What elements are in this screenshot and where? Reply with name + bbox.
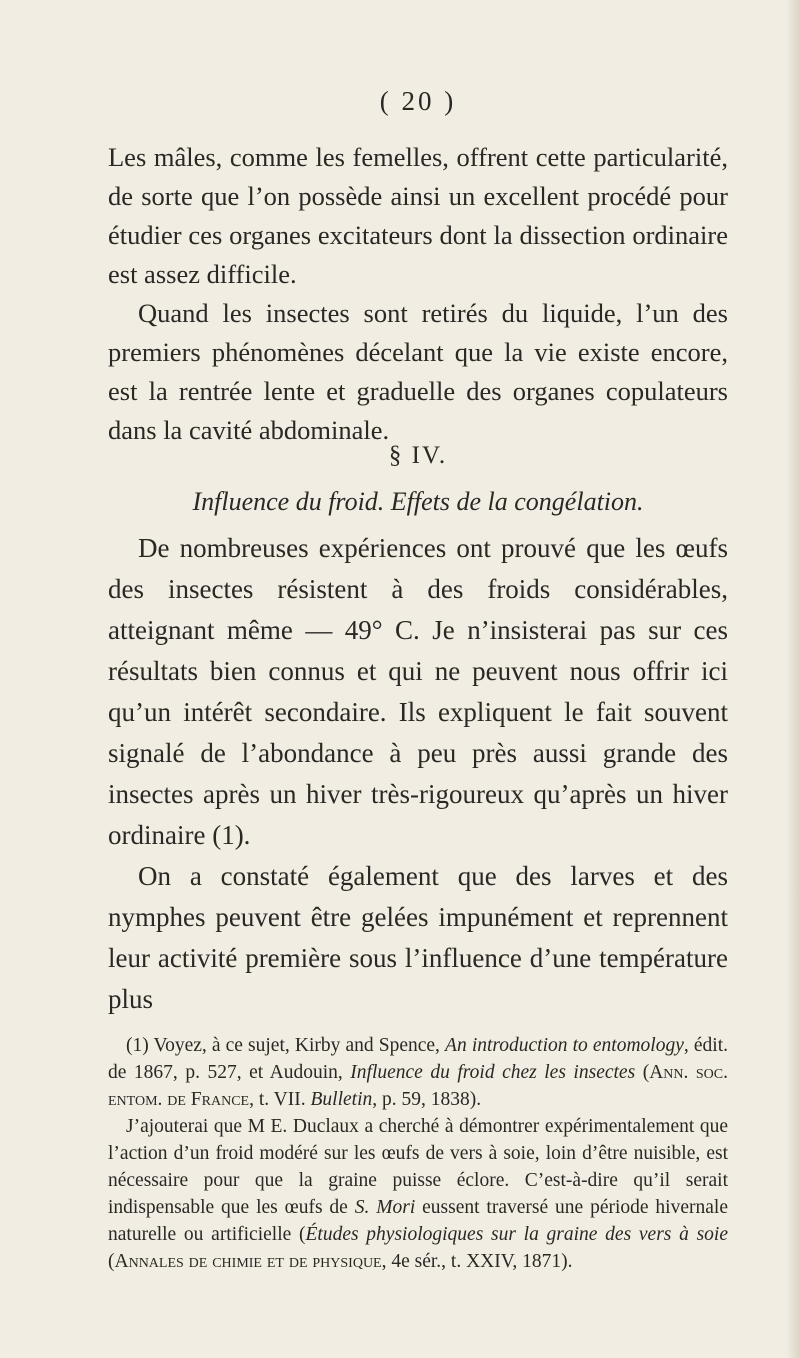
- page-edge-shadow: [786, 0, 800, 1358]
- footnote-text: , p. 59, 1838).: [372, 1089, 482, 1110]
- footnote-text: (: [635, 1062, 650, 1083]
- paragraph-4: On a constaté également que des larves et des nymphes peuvent être gelées impunément et reprennent leur activité première sous l’influence d’une température plus: [108, 861, 728, 1014]
- footnote-text: (: [108, 1251, 115, 1272]
- footnote-smallcaps: Annales de chimie et de physique: [114, 1251, 382, 1272]
- paragraph-1: Les mâles, comme les femelles, offrent cette particularité, de sorte que l’on possède ainsi un excellent procédé pour étudier ces organes excitateurs dont la dissection ordinaire est assez difficile.: [108, 142, 728, 289]
- section-number: § IV.: [388, 442, 448, 469]
- footnote-1: [108, 1032, 728, 1113]
- footnote-italic: Études physiologiques sur la graine des vers à soie: [305, 1224, 728, 1245]
- footnote-italic: An introduction to entomology: [445, 1035, 684, 1056]
- paragraph-2: Quand les insectes sont retirés du liquide, l’un des premiers phénomènes décelant que la vie existe encore, est la rentrée lente et graduelle des organes copulateurs dans la cavité abdominale.: [108, 298, 728, 445]
- footnotes: [108, 1032, 728, 1275]
- section-title: Influence du froid. Effets de la congélation.: [192, 487, 644, 516]
- footnote-text: eussent traversé une période hivernale naturelle ou artificielle (: [108, 1197, 728, 1245]
- footnote-text: , 4e sér., t. XXIV, 1871).: [381, 1251, 573, 1272]
- footnote-smallcaps: Ann. soc. entom. de France: [108, 1062, 728, 1110]
- footnote-italic: Bulletin: [310, 1089, 373, 1110]
- page-number: ( 20 ): [379, 86, 457, 116]
- footnote-2: [108, 1113, 728, 1275]
- footnote-text: J’ajouterai que M E. Duclaux a cherché à démontrer expérimentalement que l’action d’un froid modéré sur les œufs de vers à soie, loin d’être nuisible, est nécessaire pour que la graine puisse éclore. C’est-à-dire qu’il serait indispensable que les œufs de: [108, 1116, 728, 1218]
- footnote-text: , édit. de 1867, p. 527, et Audouin,: [108, 1035, 728, 1083]
- footnote-italic: Influence du froid chez les insectes: [350, 1062, 636, 1083]
- text-block-main: [108, 528, 728, 1020]
- footnote-italic: S. Mori: [354, 1197, 416, 1218]
- paragraph-3: De nombreuses expériences ont prouvé que les œufs des insectes résistent à des froids considérables, atteignant même — 49° C. Je n’insisterai pas sur ces résultats bien connus et qui ne peuvent nous offrir ici qu’un intérêt secondaire. Ils expliquent le fait souvent signalé de l’abondance à peu près aussi grande des insectes après un hiver très-rigoureux qu’après un hiver ordinaire (1).: [108, 533, 728, 850]
- footnote-text: (1) Voyez, à ce sujet, Kirby and Spence,: [126, 1035, 446, 1056]
- footnote-text: , t. VII.: [249, 1089, 311, 1110]
- text-block-top: [108, 138, 728, 450]
